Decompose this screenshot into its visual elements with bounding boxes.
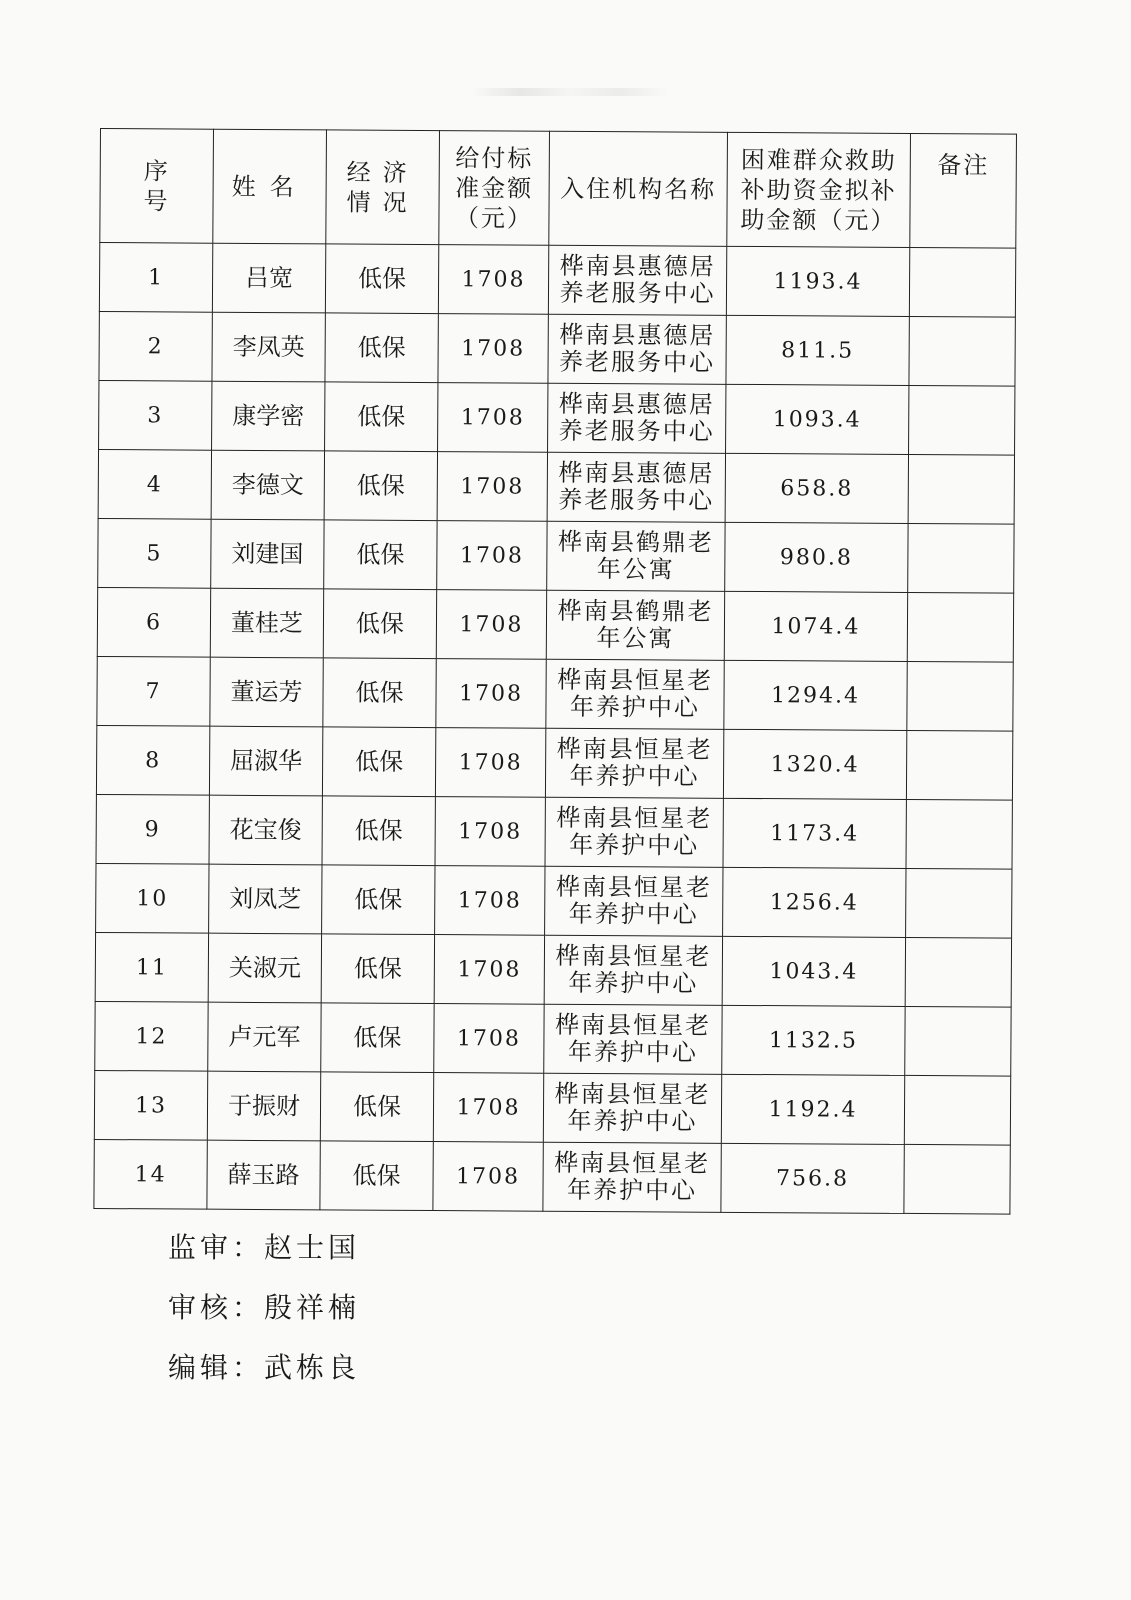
cell-seq [96, 725, 209, 795]
cell-subsidy [723, 867, 906, 937]
cell-seq [94, 1139, 207, 1209]
cell-institution [548, 383, 726, 453]
cell-standard-text: 1708 [459, 612, 524, 638]
header-standard: 给付标准金额（元） [439, 131, 550, 246]
cell-econ [322, 727, 435, 797]
cell-institution-text: 桦南县惠德居养老服务中心 [558, 320, 716, 377]
cell-econ [325, 313, 438, 383]
cell-standard-text: 1708 [461, 336, 526, 362]
cell-econ [321, 934, 434, 1004]
cell-remark [906, 868, 1012, 938]
cell-seq [99, 243, 212, 313]
cell-standard [435, 728, 545, 798]
supervisor-line: 监审：赵士国 [168, 1231, 361, 1264]
cell-seq [97, 656, 210, 726]
cell-seq-text: 5 [146, 541, 163, 567]
cell-seq-text: 12 [135, 1024, 168, 1050]
cell-subsidy [726, 246, 909, 316]
cell-standard-text: 1708 [456, 1095, 521, 1121]
cell-name-text: 关淑元 [228, 953, 301, 983]
cell-institution [544, 935, 722, 1005]
cell-seq-text: 6 [145, 610, 163, 636]
cell-standard [433, 1073, 543, 1143]
cell-standard [438, 314, 548, 384]
cell-econ-text: 低保 [356, 540, 405, 569]
cell-institution-text: 桦南县恒星老年养护中心 [557, 665, 714, 722]
cell-subsidy [725, 453, 908, 523]
cell-name-text: 刘凤芝 [229, 884, 302, 914]
cell-seq [99, 380, 212, 450]
cell-name [208, 933, 321, 1003]
cell-name [209, 726, 322, 796]
signature-block [168, 1228, 360, 1408]
cell-subsidy [726, 315, 909, 385]
cell-seq [96, 794, 209, 864]
cell-seq [94, 1070, 207, 1140]
cell-econ-text: 低保 [356, 471, 405, 500]
cell-econ [322, 796, 435, 866]
cell-econ [324, 451, 437, 521]
cell-subsidy-text: 980.8 [779, 545, 853, 571]
cell-remark [908, 523, 1014, 593]
cell-institution [546, 659, 724, 729]
cell-name [209, 864, 322, 934]
cell-remark [909, 385, 1015, 455]
cell-subsidy [723, 729, 906, 799]
cell-institution-text: 桦南县惠德居养老服务中心 [558, 458, 715, 515]
cell-remark [909, 247, 1015, 317]
cell-econ-text: 低保 [357, 402, 406, 431]
cell-name [208, 1002, 321, 1072]
cell-institution-text: 桦南县惠德居养老服务中心 [559, 251, 716, 308]
table-row [97, 656, 1013, 731]
cell-subsidy [722, 1005, 905, 1075]
cell-remark [906, 730, 1012, 800]
cell-seq [95, 1001, 208, 1071]
cell-standard-text: 1708 [459, 543, 524, 569]
table-container [93, 128, 1016, 1215]
table-row [94, 1070, 1010, 1145]
header-subsidy: 困难群众救助补助资金拟补助金额（元） [727, 132, 911, 247]
table-row [97, 587, 1013, 662]
cell-seq-text: 8 [145, 748, 162, 774]
editor-line: 编辑：武栋良 [168, 1351, 361, 1384]
cell-econ-text: 低保 [355, 678, 404, 707]
cell-seq-text: 7 [145, 679, 162, 705]
table-row [98, 518, 1014, 593]
cell-standard [435, 797, 545, 867]
cell-subsidy-text: 811.5 [781, 338, 855, 364]
cell-econ-text: 低保 [353, 954, 402, 983]
cell-remark [909, 316, 1015, 386]
cell-name [212, 243, 325, 313]
cell-remark [906, 799, 1012, 869]
table-row [96, 794, 1012, 869]
cell-econ [321, 1003, 434, 1073]
table-row [99, 311, 1015, 386]
cell-econ [325, 244, 438, 314]
scan-smudge [470, 88, 670, 96]
cell-institution [545, 728, 723, 798]
header-name: 姓名 [213, 129, 327, 244]
cell-standard-text: 1708 [461, 267, 526, 293]
cell-subsidy-text: 1193.4 [773, 269, 863, 295]
cell-subsidy-text: 1093.4 [772, 407, 862, 433]
cell-name-text: 李德文 [231, 470, 304, 500]
cell-remark [907, 592, 1013, 662]
cell-econ [324, 520, 437, 590]
cell-subsidy [721, 1143, 904, 1213]
cell-subsidy-text: 1294.4 [770, 683, 861, 709]
cell-institution [547, 452, 725, 522]
cell-institution [543, 1142, 721, 1212]
cell-institution [546, 590, 724, 660]
cell-standard-text: 1708 [457, 888, 522, 914]
cell-subsidy [723, 798, 906, 868]
cell-econ-text: 低保 [352, 1092, 402, 1121]
cell-name-text: 康学密 [232, 401, 305, 431]
cell-institution-text: 桦南县恒星老年养护中心 [554, 1010, 712, 1067]
cell-econ-text: 低保 [357, 333, 406, 362]
cell-standard-text: 1708 [460, 474, 525, 500]
cell-institution [547, 521, 725, 591]
table-row [99, 380, 1015, 455]
cell-seq-text: 13 [134, 1093, 168, 1119]
header-institution: 入住机构名称 [549, 131, 728, 246]
table-row [95, 1001, 1011, 1076]
cell-institution-text: 桦南县恒星老年养护中心 [556, 734, 713, 791]
cell-econ [323, 658, 436, 728]
cell-econ-text: 低保 [355, 747, 404, 776]
cell-econ-text: 低保 [352, 1161, 401, 1190]
cell-standard [438, 383, 548, 453]
header-remark: 备注 [910, 133, 1017, 248]
cell-name-text: 刘建国 [231, 539, 304, 569]
cell-seq [98, 518, 211, 588]
cell-remark [905, 937, 1011, 1007]
table-row [98, 449, 1014, 524]
cell-seq-text: 14 [134, 1162, 167, 1188]
cell-name [211, 450, 324, 520]
cell-subsidy-text: 658.8 [780, 476, 854, 502]
cell-seq-text: 3 [147, 403, 164, 429]
cell-seq-text: 11 [135, 955, 168, 981]
reviewer-line: 审核：殷祥楠 [168, 1291, 361, 1324]
cell-standard-text: 1708 [458, 681, 524, 707]
subsidy-table [93, 128, 1017, 1215]
cell-name-text: 卢元军 [228, 1022, 301, 1052]
cell-name-text: 薛玉路 [227, 1160, 300, 1190]
table-row [96, 863, 1012, 938]
cell-institution-text: 桦南县恒星老年养护中心 [554, 1079, 711, 1136]
cell-institution-text: 桦南县恒星老年养护中心 [555, 872, 712, 929]
cell-subsidy-text: 1320.4 [770, 752, 860, 778]
cell-standard-text: 1708 [456, 1026, 522, 1052]
cell-seq [99, 311, 212, 381]
cell-name-text: 屈淑华 [230, 746, 303, 776]
cell-subsidy-text: 1173.4 [770, 821, 860, 847]
cell-econ [323, 589, 436, 659]
cell-econ-text: 低保 [354, 816, 403, 845]
cell-institution [548, 314, 726, 384]
cell-institution-text: 桦南县恒星老年养护中心 [554, 1148, 711, 1205]
cell-subsidy-text: 756.8 [776, 1166, 850, 1192]
cell-seq-text: 2 [147, 334, 164, 360]
cell-name [210, 588, 323, 658]
cell-seq-text: 9 [144, 817, 161, 843]
table-body [94, 243, 1016, 1215]
cell-subsidy-text: 1132.5 [768, 1028, 858, 1054]
table-row [94, 1139, 1010, 1214]
cell-standard-text: 1708 [458, 750, 523, 776]
cell-institution [544, 1004, 722, 1074]
cell-name-text: 花宝俊 [229, 815, 302, 845]
table-row [95, 932, 1011, 1007]
cell-name-text: 于振财 [227, 1091, 301, 1121]
cell-remark [905, 1006, 1011, 1076]
cell-seq-text: 1 [148, 265, 165, 291]
cell-subsidy [724, 660, 907, 730]
cell-standard [435, 866, 545, 936]
cell-standard [436, 659, 546, 729]
cell-name-text: 董桂芝 [230, 608, 304, 638]
cell-name-text: 吕宽 [245, 263, 294, 293]
cell-standard [434, 1004, 544, 1074]
cell-name [211, 519, 324, 589]
cell-standard-text: 1708 [460, 405, 525, 431]
cell-subsidy-text: 1192.4 [768, 1097, 858, 1123]
cell-standard-text: 1708 [457, 957, 522, 983]
cell-institution [545, 866, 723, 936]
cell-standard [434, 935, 544, 1005]
cell-institution-text: 桦南县惠德居养老服务中心 [558, 389, 715, 446]
cell-standard [433, 1142, 543, 1212]
cell-remark [907, 661, 1013, 731]
cell-name [210, 657, 323, 727]
cell-standard [438, 245, 548, 315]
header-econ: 经济情况 [326, 130, 440, 245]
cell-econ [322, 865, 435, 935]
cell-remark [904, 1075, 1010, 1145]
cell-econ [320, 1072, 433, 1142]
cell-standard [436, 590, 546, 660]
cell-institution-text: 桦南县恒星老年养护中心 [555, 941, 712, 998]
cell-name-text: 董运芳 [230, 677, 303, 707]
cell-subsidy [722, 936, 905, 1006]
cell-institution-text: 桦南县恒星老年养护中心 [556, 803, 713, 860]
cell-seq [97, 587, 210, 657]
cell-seq [95, 932, 208, 1002]
cell-name [207, 1071, 320, 1141]
cell-seq [96, 863, 209, 933]
cell-subsidy [725, 522, 908, 592]
cell-standard [437, 521, 547, 591]
cell-institution [545, 797, 723, 867]
cell-subsidy [721, 1074, 904, 1144]
cell-econ-text: 低保 [353, 1023, 402, 1052]
cell-name [207, 1140, 320, 1210]
cell-seq-text: 4 [146, 472, 163, 498]
cell-name [209, 795, 322, 865]
cell-institution-text: 桦南县鹤鼎老年公寓 [557, 527, 715, 584]
cell-institution [548, 245, 726, 315]
cell-institution [543, 1073, 721, 1143]
header-seq: 序号 [100, 129, 214, 244]
cell-subsidy-text: 1043.4 [769, 959, 859, 985]
cell-name [212, 312, 325, 382]
cell-subsidy-text: 1256.4 [769, 890, 859, 916]
cell-econ-text: 低保 [354, 885, 403, 914]
cell-institution-text: 桦南县鹤鼎老年公寓 [557, 596, 714, 653]
cell-seq [98, 449, 211, 519]
cell-standard-text: 1708 [456, 1164, 521, 1190]
cell-econ-text: 低保 [355, 609, 405, 638]
cell-econ [320, 1141, 433, 1211]
cell-name-text: 李凤英 [232, 332, 305, 362]
cell-subsidy-text: 1074.4 [771, 614, 861, 640]
cell-subsidy [726, 384, 909, 454]
cell-remark [908, 454, 1014, 524]
cell-econ-text: 低保 [357, 264, 407, 293]
cell-standard [437, 452, 547, 522]
cell-subsidy [724, 591, 907, 661]
cell-remark [904, 1144, 1010, 1214]
table-header-row [100, 129, 1017, 249]
cell-econ [325, 382, 438, 452]
cell-seq-text: 10 [136, 886, 169, 912]
cell-name [212, 381, 325, 451]
table-row [99, 243, 1015, 318]
table-row [96, 725, 1012, 800]
cell-standard-text: 1708 [458, 819, 523, 845]
